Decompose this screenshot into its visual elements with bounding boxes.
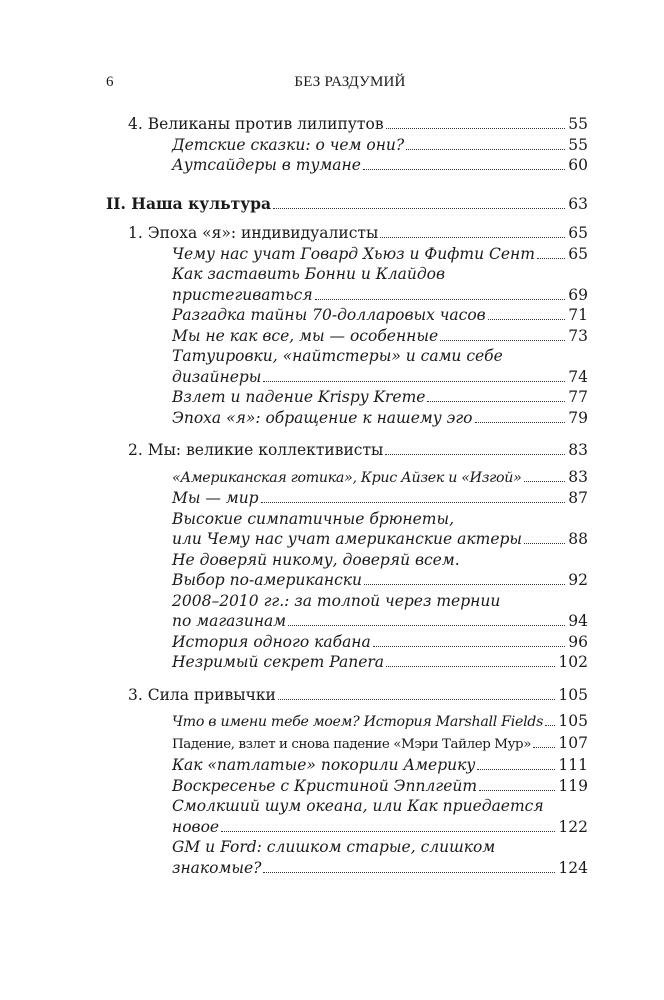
toc-page: 111 xyxy=(558,756,588,774)
toc-label: 4. Великаны против лилипутов xyxy=(128,115,384,133)
toc-chapter xyxy=(128,223,588,244)
toc-label: новое xyxy=(172,817,220,836)
toc-section xyxy=(172,776,588,797)
dot-leader xyxy=(385,454,565,455)
toc-section xyxy=(172,367,588,388)
toc-label: Незримый секрет Panera xyxy=(172,653,385,671)
toc-section-line: Смолкший шум океана, или Как приедается xyxy=(172,797,544,815)
toc-section xyxy=(172,711,588,733)
toc-section xyxy=(172,632,588,653)
toc-label: II. Наша культура xyxy=(106,193,272,213)
toc-section xyxy=(172,817,588,838)
toc-chapter xyxy=(128,114,588,135)
dot-leader xyxy=(273,208,565,209)
toc-section xyxy=(172,529,588,550)
running-head xyxy=(106,74,594,94)
toc-section xyxy=(172,155,588,176)
toc-section xyxy=(172,488,588,509)
toc-label: 3. Сила привычки xyxy=(128,685,276,704)
toc-page: 83 xyxy=(568,441,588,459)
toc-page: 122 xyxy=(558,817,588,836)
toc-section xyxy=(172,611,588,632)
toc-label: по магазинам xyxy=(172,612,287,630)
toc-section xyxy=(172,408,588,429)
dot-leader xyxy=(524,481,566,482)
toc-label: Падение, взлет и снова падение «Мэри Тайлер Мур» xyxy=(172,736,532,752)
toc-section xyxy=(172,652,588,673)
toc-page: 63 xyxy=(568,194,588,213)
toc-section-line: 2008–2010 гг.: за толпой через тернии xyxy=(172,591,501,610)
dot-leader xyxy=(427,401,565,402)
toc-section-line: Как заставить Бонни и Клайдов xyxy=(172,265,446,283)
toc-section xyxy=(172,305,588,326)
toc-page: 96 xyxy=(568,632,588,651)
dot-leader xyxy=(537,258,565,259)
toc-label: Чему нас учат Говард Хьюз и Фифти Сент xyxy=(172,244,535,263)
toc-section xyxy=(172,285,588,306)
dot-leader xyxy=(315,299,566,300)
toc-label: Взлет и падение Krispy Kreme xyxy=(172,388,426,406)
toc-label: Воскресенье с Кристиной Эпплгейт xyxy=(172,776,478,795)
dot-leader xyxy=(386,666,555,667)
toc-page: 92 xyxy=(568,571,588,589)
toc-label: Выбор по-американски xyxy=(172,571,363,589)
dot-leader xyxy=(479,790,555,791)
toc-label: дизайнеры xyxy=(172,367,262,386)
toc-label: или Чему нас учат американские актеры xyxy=(172,530,523,548)
toc-section xyxy=(172,733,588,756)
dot-leader xyxy=(475,422,566,423)
toc-page: 107 xyxy=(558,733,588,752)
toc-section-line: Не доверяй никому, доверяй всем. xyxy=(172,550,460,569)
toc-label: Детские сказки: о чем они? xyxy=(172,135,405,154)
dot-leader xyxy=(288,625,565,626)
dot-leader xyxy=(263,872,555,873)
toc-page: 88 xyxy=(568,530,588,548)
dot-leader xyxy=(221,831,555,832)
dot-leader xyxy=(278,699,556,700)
toc-section xyxy=(172,570,588,591)
toc-page: 69 xyxy=(568,285,588,304)
toc-page: 55 xyxy=(568,115,588,133)
dot-leader xyxy=(440,340,565,341)
toc-page: 65 xyxy=(568,244,588,263)
toc-page: 77 xyxy=(568,388,588,406)
toc-page: 79 xyxy=(568,408,588,427)
toc-label: Что в имени тебе моем? История Marshall Fields xyxy=(172,714,544,730)
toc-label: знакомые? xyxy=(172,858,262,877)
dot-leader xyxy=(524,543,565,544)
toc-page: 87 xyxy=(568,489,588,507)
dot-leader xyxy=(373,646,566,647)
toc-section-line: GM и Ford: слишком старые, слишком xyxy=(172,838,496,856)
toc-section xyxy=(172,135,588,156)
toc-section-line: Высокие симпатичные брюнеты, xyxy=(172,509,455,528)
toc-section xyxy=(172,755,588,776)
running-head-title: БЕЗ РАЗДУМИЙ xyxy=(294,74,406,90)
page-number: 6 xyxy=(106,74,114,90)
toc-page: 105 xyxy=(558,712,588,730)
toc-part xyxy=(106,194,588,215)
toc-label: История одного кабана xyxy=(172,632,371,651)
toc-label: Мы не как все, мы — особенные xyxy=(172,326,439,345)
toc-page: 119 xyxy=(558,776,588,795)
toc-section xyxy=(172,387,588,408)
table-of-contents xyxy=(0,114,664,878)
toc-section xyxy=(172,326,588,347)
toc-page: 94 xyxy=(568,612,588,630)
toc-section xyxy=(172,858,588,879)
dot-leader xyxy=(261,502,566,503)
toc-section-line: Татуировки, «найтстеры» и сами себе xyxy=(172,347,503,365)
dot-leader xyxy=(545,725,555,726)
toc-chapter xyxy=(128,685,588,706)
dot-leader xyxy=(380,237,565,238)
toc-section xyxy=(172,467,588,489)
toc-page: 73 xyxy=(568,326,588,345)
dot-leader xyxy=(533,747,555,748)
toc-page: 83 xyxy=(568,467,588,486)
toc-page: 102 xyxy=(558,653,588,671)
dot-leader xyxy=(263,381,565,382)
toc-page: 74 xyxy=(568,367,588,386)
toc-page: 65 xyxy=(568,224,588,242)
dot-leader xyxy=(406,149,565,150)
toc-label: Аутсайдеры в тумане xyxy=(172,156,361,174)
toc-page: 105 xyxy=(558,685,588,704)
dot-leader xyxy=(386,128,566,129)
toc-label: «Американская готика», Крис Айзек и «Изгой» xyxy=(172,469,522,486)
dot-leader xyxy=(363,169,565,170)
toc-label: пристегиваться xyxy=(172,285,313,304)
toc-label: Эпоха «я»: обращение к нашему эго xyxy=(172,408,473,427)
toc-label: Мы — мир xyxy=(172,489,259,507)
toc-page: 71 xyxy=(568,306,588,324)
dot-leader xyxy=(488,319,566,320)
toc-chapter xyxy=(128,440,588,461)
toc-label: 2. Мы: великие коллективисты xyxy=(128,441,384,459)
toc-label: Как «патлатые» покорили Америку xyxy=(172,756,476,774)
dot-leader xyxy=(477,769,555,770)
toc-page: 60 xyxy=(568,156,588,174)
toc-label: Разгадка тайны 70-долларовых часов xyxy=(172,306,486,324)
toc-section xyxy=(172,244,588,265)
toc-page: 124 xyxy=(558,858,588,877)
toc-label: 1. Эпоха «я»: индивидуалисты xyxy=(128,224,379,242)
toc-page: 55 xyxy=(568,135,588,154)
dot-leader xyxy=(364,584,565,585)
